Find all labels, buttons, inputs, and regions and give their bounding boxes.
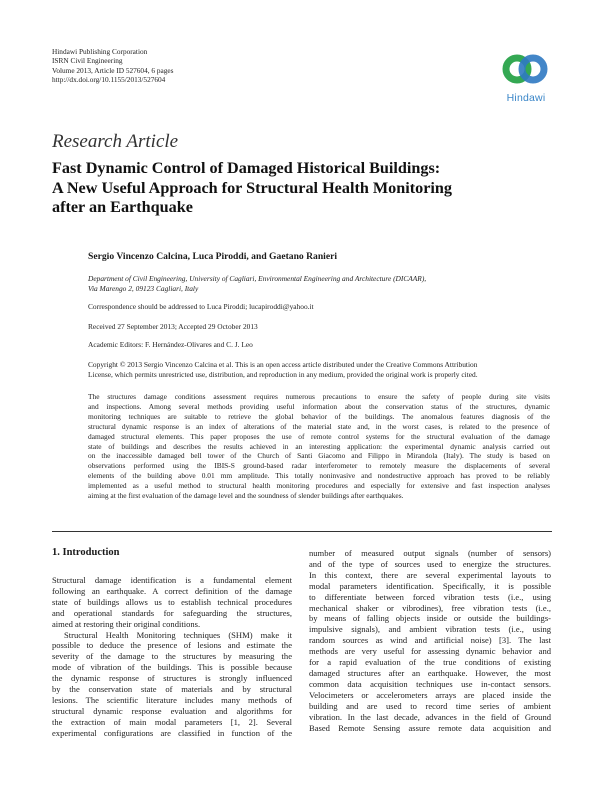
- body-line: Velocimeters or accelerometers arrays are placed inside the: [309, 689, 551, 700]
- body-line: following an earthquake. A correct definition of the damage: [52, 585, 292, 596]
- body-line: mechanical shaker or vibrodines), free vibration tests (i.e.,: [309, 602, 551, 613]
- header-line: Volume 2013, Article ID 527604, 6 pages: [52, 65, 174, 75]
- body-line: vibration. In the last decade, advances in the field of Ground: [309, 711, 551, 722]
- academic-editors: Academic Editors: F. Hernández-Olivares and C. J. Leo: [88, 340, 253, 349]
- body-line: lesions. The scientific literature includes many methods of: [52, 694, 292, 705]
- abstract: [88, 392, 550, 501]
- title-line: after an Earthquake: [52, 198, 193, 216]
- header-line: ISRN Civil Engineering: [52, 56, 123, 66]
- section-divider: [52, 531, 552, 532]
- body-line: Structural Health Monitoring techniques (SHM) make it: [64, 629, 292, 640]
- affiliation-line: Department of Civil Engineering, University of Cagliari, Environmental Engineering and Architecture (DICAAR),: [88, 274, 427, 283]
- abstract-line: The structures damage conditions assessment requires numerous precautions to ensure the safety of people during site visits: [88, 392, 550, 401]
- article-type: Research Article: [52, 131, 179, 152]
- abstract-line: aiming at the first evaluation of the damage level and the soundness of slender buildings after earthquakes.: [88, 491, 404, 501]
- body-line: Based Remote Sensing assure remote data acquisition and: [309, 722, 551, 733]
- body-line: random sources as wind and artificial noise) [3]. The last: [309, 635, 551, 646]
- abstract-line: implemented as a useful method to structural health monitoring procedures and especially for extensive and fast inspection analyses: [88, 481, 550, 491]
- body-line: and operational standards for safeguarding the structures,: [52, 607, 292, 618]
- body-line: mode of vibration of the buildings. This is possible because: [52, 662, 292, 673]
- header-line: Hindawi Publishing Corporation: [52, 47, 148, 56]
- body-line: aimed at restoring their original conditions.: [52, 618, 201, 629]
- title-line: Fast Dynamic Control of Damaged Historical Buildings:: [52, 159, 441, 177]
- correspondence: Correspondence should be addressed to Luca Piroddi; lucapiroddi@yahoo.it: [88, 302, 314, 311]
- section-heading-introduction: 1. Introduction: [52, 547, 120, 558]
- body-line: common data acquisition techniques use in-contact sensors.: [309, 678, 551, 689]
- abstract-line: observations performed using the IBIS-S ground-based radar interferometer to remotely measure the displacements of several: [88, 461, 550, 471]
- body-line: and of the type of sources used to energize the structures.: [309, 558, 551, 569]
- abstract-line: on the inaccessible damaged bell tower of the Church of Santi Giacomo and Filippo in Mirandola (Italy). The study is based on: [88, 451, 550, 461]
- abstract-line: monitoring techniques are suitable to retrieve the global behavior of the buildings. The anomalous features diagnosis of the: [88, 411, 550, 421]
- body-line: possible to deduce the presence of lesions and estimate the: [52, 640, 292, 651]
- right-column: [309, 548, 551, 733]
- copyright-line: License, which permits unrestricted use, distribution, and reproduction in any medium, provided the original work is properly cited.: [88, 370, 478, 379]
- affiliation: [88, 274, 550, 294]
- received-dates: Received 27 September 2013; Accepted 29 October 2013: [88, 322, 258, 331]
- body-line: by means of falling objects inside or outside the buildings-: [309, 613, 551, 624]
- copyright-notice: [88, 360, 550, 380]
- title-line: A New Useful Approach for Structural Health Monitoring: [52, 178, 453, 197]
- body-line: number of measured output signals (number of sensors): [309, 548, 551, 558]
- journal-header: [52, 47, 173, 85]
- body-line: for a rapid evaluation of the true conditions of existing: [309, 657, 551, 668]
- abstract-line: structural dynamic response is an index of alterations of the material state and, in the worst cases, is related to the presence of: [88, 421, 550, 431]
- body-line: methods are very useful for assessing dynamic behavior and: [309, 646, 551, 657]
- body-line: by the conservation state of materials and by structural: [52, 684, 292, 695]
- body-line: experimental configurations are classified in function of the: [52, 727, 292, 738]
- body-line: severity of the damage to the structures by measuring the: [52, 651, 292, 662]
- body-line: In this context, there are several experimental layouts to: [309, 569, 551, 580]
- body-line: state of buildings allows us to establish technical procedures: [52, 596, 292, 607]
- body-line: structural dynamic response evaluation and algorithms for: [52, 705, 292, 716]
- paper-title: [52, 159, 552, 218]
- body-line: the dynamic response of structures is strongly influenced: [52, 673, 292, 684]
- abstract-line: elements of the building above 0.01 mm amplitude. This totally noninvasive and nondestructive approach has proved to be reliably: [88, 471, 550, 481]
- body-line: damaged structures after an earthquake. However, the most: [309, 667, 551, 678]
- affiliation-line: Via Marengo 2, 09123 Cagliari, Italy: [88, 284, 199, 293]
- copyright-line: Copyright © 2013 Sergio Vincenzo Calcina et al. This is an open access article distributed under the Creative Commons Attribution: [88, 360, 478, 369]
- abstract-line: damaged structural elements. This paper proposes the use of remote control systems for the structural evaluation of the damage: [88, 431, 550, 441]
- hindawi-wordmark: Hindawi: [506, 92, 546, 104]
- body-line: Structural damage identification is a fundamental element: [52, 575, 292, 585]
- abstract-line: state of buildings and describes the results achieved in an interesting application: the experimental dynamic analysis carried out: [88, 441, 550, 451]
- body-line: the extraction of main modal parameters [1, 2]. Several: [52, 716, 292, 727]
- body-line: building and are used to record time series of ambient: [309, 700, 551, 711]
- body-line: to differentiate between forced vibration tests (i.e., using: [309, 591, 551, 602]
- author-list: Sergio Vincenzo Calcina, Luca Piroddi, and Gaetano Ranieri: [88, 251, 338, 262]
- body-line: modal parameters identification. Specifically, it is possible: [309, 580, 551, 591]
- abstract-line: and inspections. Among several methods providing useful information about the conservation status of the structures, dynamic: [88, 401, 550, 411]
- left-column: [52, 575, 292, 739]
- body-line: impulsive signals), and ambient vibration tests (i.e., using: [309, 624, 551, 635]
- doi-link[interactable]: http://dx.doi.org/10.1155/2013/527604: [52, 75, 166, 85]
